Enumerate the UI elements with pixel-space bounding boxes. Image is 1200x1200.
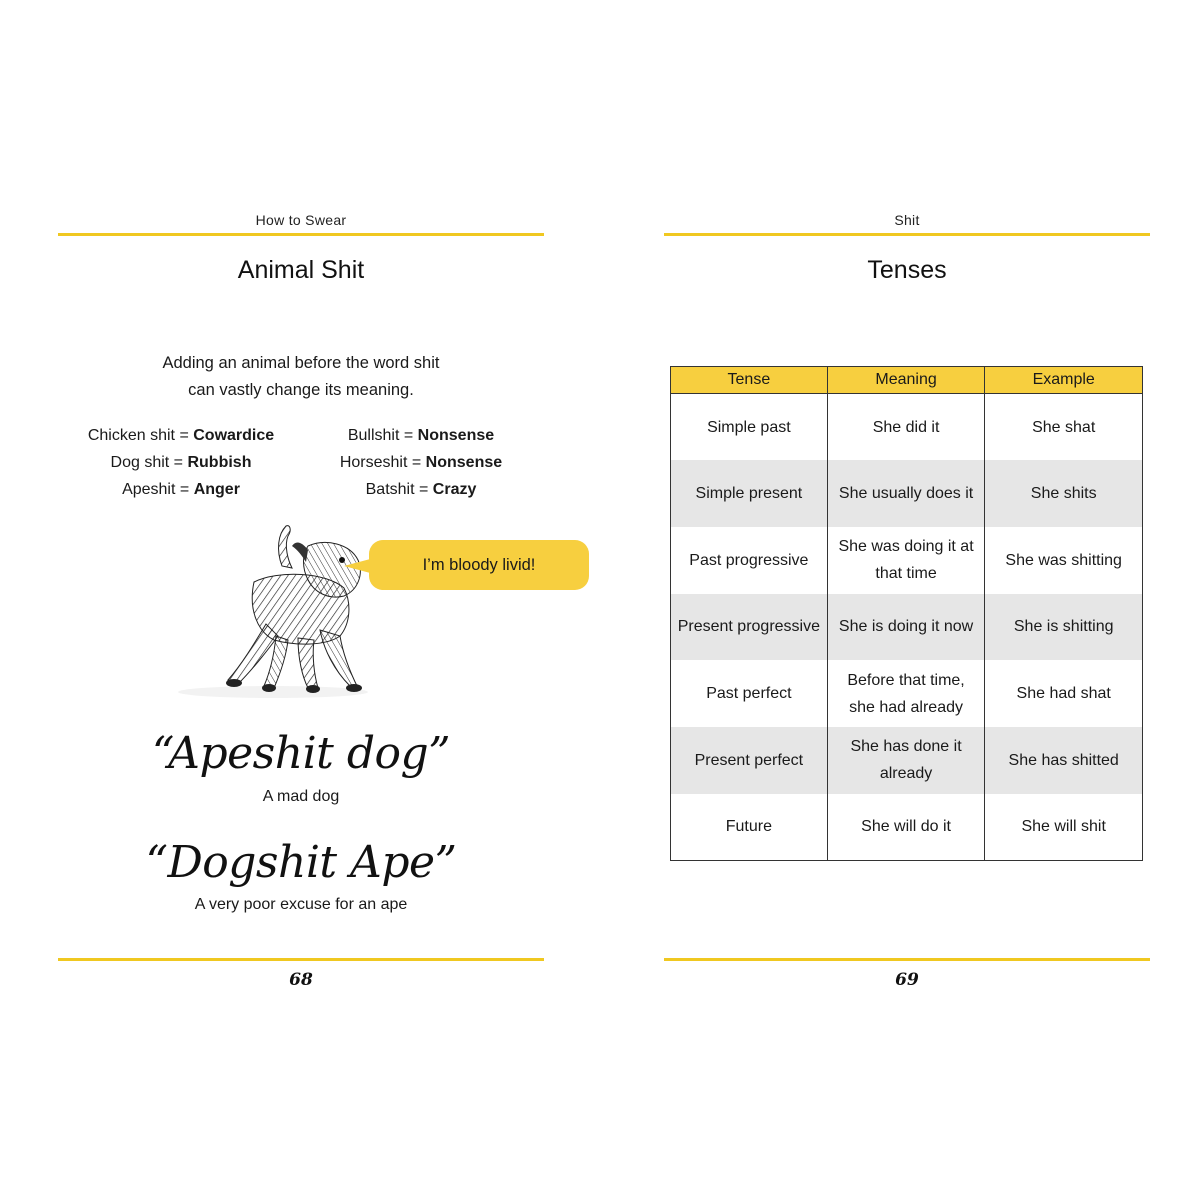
table-header-row — [671, 367, 1143, 394]
bottom-rule-left — [58, 958, 544, 961]
quote-dogshit-ape: “Dogshit Ape” — [145, 837, 457, 888]
table-row — [671, 660, 1143, 727]
table-cell: She had shat — [985, 660, 1143, 727]
pair-item: Chicken shit = Cowardice — [87, 427, 275, 444]
page-number-left: 68 — [289, 970, 313, 990]
table-cell: She has shitted — [985, 727, 1143, 794]
table-cell: She was doing it at that time — [827, 527, 985, 594]
tenses-table — [670, 366, 1143, 861]
table-cell: Present perfect — [671, 727, 828, 794]
pair-item: Batshit = Crazy — [365, 481, 477, 498]
intro-line-1: Adding an animal before the word shit — [162, 354, 440, 372]
left-page — [58, 0, 544, 1200]
table-cell: Present progressive — [671, 594, 828, 661]
top-rule-right — [664, 233, 1150, 236]
header-example: Example — [985, 367, 1143, 394]
page-title-left: Animal Shit — [237, 256, 365, 284]
table-cell: Simple present — [671, 460, 828, 527]
quote-dogshit-ape-meaning: A very poor excuse for an ape — [194, 896, 408, 913]
running-head-right: Shit — [894, 212, 920, 228]
pairs-column-right — [301, 422, 541, 503]
table-cell: She shat — [985, 394, 1143, 461]
table-cell: Simple past — [671, 394, 828, 461]
table-cell: She has done it already — [827, 727, 985, 794]
header-tense: Tense — [671, 367, 828, 394]
table-cell: She did it — [827, 394, 985, 461]
table-cell: Past perfect — [671, 660, 828, 727]
pair-item: Horseshit = Nonsense — [339, 454, 503, 471]
pairs-column-left — [61, 422, 301, 503]
pair-item: Apeshit = Anger — [122, 481, 240, 498]
table-row — [671, 727, 1143, 794]
page-title-right: Tenses — [867, 256, 947, 284]
right-page — [664, 0, 1150, 1200]
table-row — [671, 794, 1143, 861]
table-cell: She usually does it — [827, 460, 985, 527]
top-rule-left — [58, 233, 544, 236]
table-cell: Before that time, she had already — [827, 660, 985, 727]
pair-item: Bullshit = Nonsense — [347, 427, 495, 444]
table-row — [671, 394, 1143, 461]
intro-line-2: can vastly change its meaning. — [188, 381, 414, 399]
table-cell: She is doing it now — [827, 594, 985, 661]
table-row — [671, 527, 1143, 594]
table-cell: Future — [671, 794, 828, 861]
speech-bubble: I’m bloody livid! — [369, 540, 589, 590]
table-cell: She will shit — [985, 794, 1143, 861]
intro-text — [58, 350, 544, 404]
running-head-left: How to Swear — [255, 212, 347, 228]
scruffy-dog-illustration — [158, 520, 368, 700]
table-row — [671, 594, 1143, 661]
table-cell: She is shitting — [985, 594, 1143, 661]
table-cell: She will do it — [827, 794, 985, 861]
table-cell: She shits — [985, 460, 1143, 527]
header-meaning: Meaning — [827, 367, 985, 394]
bottom-rule-right — [664, 958, 1150, 961]
pair-item: Dog shit = Rubbish — [110, 454, 252, 471]
table-row — [671, 460, 1143, 527]
table-cell: She was shitting — [985, 527, 1143, 594]
page-number-right: 69 — [895, 970, 919, 990]
quote-apeshit-dog-meaning: A mad dog — [262, 788, 340, 805]
table-cell: Past progressive — [671, 527, 828, 594]
quote-apeshit-dog: “Apeshit dog” — [151, 728, 451, 779]
